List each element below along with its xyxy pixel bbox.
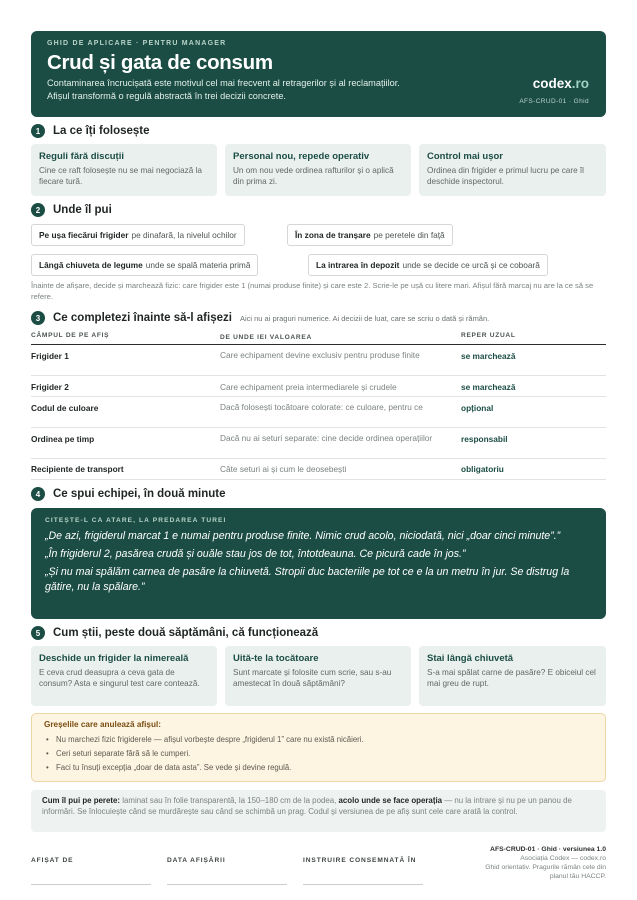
script-box — [31, 508, 606, 619]
placement-note: Înainte de afișare, decide și marchează fizic: care frigider este 1 (numai produse finite) și care este 2. Scrie-le pe ușă cu litere mari. Afișul fără marcaj nu are la ce să se refere. — [31, 281, 594, 301]
table-row — [31, 377, 606, 397]
table-cell-field: Frigider 1 — [31, 351, 69, 361]
benefit-card-body: Un om nou vede ordinea rafturilor și o aplică din prima zi. — [233, 166, 394, 186]
table-row — [31, 429, 606, 459]
placement-chip — [31, 254, 258, 276]
table-cell-reference: opțional — [461, 403, 494, 413]
page-title: Crud și gata de consum — [47, 51, 273, 74]
placement-chip-location: În zona de tranșare — [295, 230, 371, 240]
signature-line — [31, 884, 151, 885]
benefit-card-title: Personal nou, repede operativ — [233, 151, 370, 162]
mounting-info — [31, 790, 606, 832]
check-card-title: Uită-te la tocătoare — [233, 653, 319, 664]
section-2-number: 2 — [31, 203, 45, 217]
table-cell-field: Codul de culoare — [31, 403, 99, 413]
table-cell-source: Dacă folosești tocătoare colorate: ce culoare, pentru ce — [220, 402, 423, 412]
table-cell-field: Frigider 2 — [31, 382, 69, 392]
section-5-heading — [31, 626, 318, 640]
script-label: CITEȘTE-L CA ATARE, LA PREDAREA TUREI — [45, 517, 227, 524]
section-4-number: 4 — [31, 487, 45, 501]
document-meta — [466, 845, 606, 881]
mistakes-list — [44, 733, 593, 775]
mistakes-title: Greșelile care anulează afișul: — [44, 720, 161, 729]
section-3-title: Ce completezi înainte să-l afișezi — [53, 312, 232, 324]
section-3-subtitle: Aici nu ai praguri numerice. Ai decizii de luat, care se scriu o dată și rămân. — [239, 313, 490, 323]
table-cell-source: Dacă nu ai seturi separate: cine decide ordinea operațiilor — [220, 433, 433, 443]
mounting-info-text: laminat sau în folie transparentă, la 150–180 cm de la podea, — [122, 796, 337, 805]
column-header-source: DE UNDE IEI VALOAREA — [220, 334, 312, 341]
signature-line — [303, 884, 423, 885]
signature-line — [167, 884, 287, 885]
brand-name: codex — [532, 76, 572, 91]
script-quote: „De azi, frigiderul marcat 1 e numai pentru produse finite. Nimic crud acolo, niciodată, nici „doar cinci minute”.” — [45, 530, 561, 542]
table-cell-reference: se marchează — [461, 382, 516, 392]
placement-chip — [308, 254, 548, 276]
section-1-number: 1 — [31, 124, 45, 138]
header-eyebrow: GHID DE APLICARE · PENTRU MANAGER — [47, 40, 227, 47]
section-2-title: Unde îl pui — [53, 204, 112, 216]
table-cell-source: Care echipament preia intermediarele și crudele — [220, 382, 397, 392]
table-cell-source: Câte seturi ai și cum le deosebești — [220, 464, 347, 474]
signature-label-date: DATA AFIȘĂRII — [167, 857, 226, 864]
placement-chip-location: Pe ușa fiecărui frigider — [39, 230, 129, 240]
check-card — [31, 646, 217, 706]
section-2-heading — [31, 203, 112, 217]
table-row — [31, 398, 606, 428]
mounting-info-lead: Cum îl pui pe perete: — [42, 796, 121, 805]
benefit-card-title: Control mai ușor — [427, 151, 504, 162]
section-3-heading — [31, 311, 489, 325]
table-row — [31, 346, 606, 376]
section-1-heading — [31, 124, 150, 138]
brand-tld: .ro — [571, 76, 589, 91]
check-card-body: E ceva crud deasupra a ceva gata de consum? Asta e singurul test care contează. — [39, 668, 200, 688]
table-cell-reference: obligatoriu — [461, 464, 504, 474]
section-1-title: La ce îți folosește — [53, 125, 150, 137]
section-5-title: Cum știi, peste două săptămâni, că funcționează — [53, 627, 319, 639]
check-card-title: Deschide un frigider la nimereală — [39, 653, 189, 664]
column-header-field: CÂMPUL DE PE AFIȘ — [31, 332, 110, 339]
table-cell-field: Recipiente de transport — [31, 464, 124, 474]
check-card — [419, 646, 606, 706]
benefit-card — [419, 144, 606, 196]
disclaimer: Ghid orientativ. Pragurile rămân cele din planul tău HACCP. — [485, 864, 606, 880]
script-quote: „În frigiderul 2, pasărea crudă și ouăle stau jos de tot, întotdeauna. Ce picură cade în jos.” — [45, 548, 466, 560]
signature-label-posted-by: AFIȘAT DE — [31, 857, 74, 864]
document-id: AFS-CRUD-01 · Ghid — [519, 98, 589, 105]
check-card-body: S-a mai spălat carne de pasăre? E obiceiul cel mai greu de rupt. — [427, 668, 596, 688]
publisher: Asociația Codex — codex.ro — [520, 855, 606, 862]
table-cell-source: Care echipament devine exclusiv pentru produse finite — [220, 350, 420, 360]
placement-chip-location: La intrarea în depozit — [316, 260, 400, 270]
check-card — [225, 646, 411, 706]
table-cell-reference: se marchează — [461, 351, 516, 361]
mounting-info-text: — nu la intrare și nu pe un panou de informări. Se înlocuiește când se murdărește sau când se schimbă un prag. Codul și versiunea de pe afiș sunt cele care arată la control. — [42, 796, 572, 816]
benefit-card — [225, 144, 411, 196]
placement-chip-detail: unde se decide ce urcă și ce coboară — [402, 260, 540, 270]
column-header-reference: REPER UZUAL — [461, 332, 516, 339]
mounting-info-emphasis: acolo unde se face operația — [338, 796, 443, 805]
document-version: AFS-CRUD-01 · Ghid · versiunea 1.0 — [490, 846, 606, 853]
header-banner — [31, 31, 606, 117]
check-card-body: Sunt marcate și folosite cum scrie, sau s-au amestecat în două săptămâni? — [233, 668, 392, 688]
table-row — [31, 460, 606, 480]
benefit-card — [31, 144, 217, 196]
table-cell-reference: responsabil — [461, 434, 508, 444]
brand-logo — [533, 76, 589, 91]
table-cell-field: Ordinea pe timp — [31, 434, 95, 444]
header-intro: Contaminarea încrucișată este motivul cel mai frecvent al retragerilor și al reclamațiilor. Afișul transformă o regulă abstractă în trei decizii concrete. — [47, 78, 400, 101]
mistake-item: • Ceri seturi separate fără să le cumperi. — [44, 747, 593, 761]
signature-label-training: INSTRUIRE CONSEMNATĂ ÎN — [303, 857, 417, 864]
section-4-heading — [31, 487, 226, 501]
placement-chip — [31, 224, 245, 246]
section-3-number: 3 — [31, 311, 45, 325]
placement-chip-detail: pe peretele din față — [373, 230, 445, 240]
placement-chip — [287, 224, 453, 246]
script-quote: „Și nu mai spălăm carnea de pasăre la chiuvetă. Stropii duc bacteriile pe tot ce e la un metru în jur. Se distrug la gătire, nu la spălare.” — [45, 566, 570, 593]
check-card-title: Stai lângă chiuvetă — [427, 653, 514, 664]
section-5-number: 5 — [31, 626, 45, 640]
placement-chip-detail: pe dinafară, la nivelul ochilor — [131, 230, 237, 240]
benefit-card-body: Ordinea din frigider e primul lucru pe care îl deschide inspectorul. — [427, 166, 584, 186]
section-4-title: Ce spui echipei, în două minute — [53, 488, 226, 500]
placement-chip-detail: unde se spală materia primă — [145, 260, 251, 270]
mistakes-callout — [31, 713, 606, 782]
mistake-item: • Nu marchezi fizic frigiderele — afișul vorbește despre „frigiderul 1” care nu există nicăieri. — [44, 733, 593, 747]
benefit-card-body: Cine ce raft folosește nu se mai negociază la fiecare tură. — [39, 166, 202, 186]
placement-chip-location: Lângă chiuveta de legume — [39, 260, 143, 270]
mistake-item: • Faci tu însuți excepția „doar de data asta”. Se vede și devine regulă. — [44, 761, 593, 775]
benefit-card-title: Reguli fără discuții — [39, 151, 124, 162]
table-header — [31, 332, 606, 345]
